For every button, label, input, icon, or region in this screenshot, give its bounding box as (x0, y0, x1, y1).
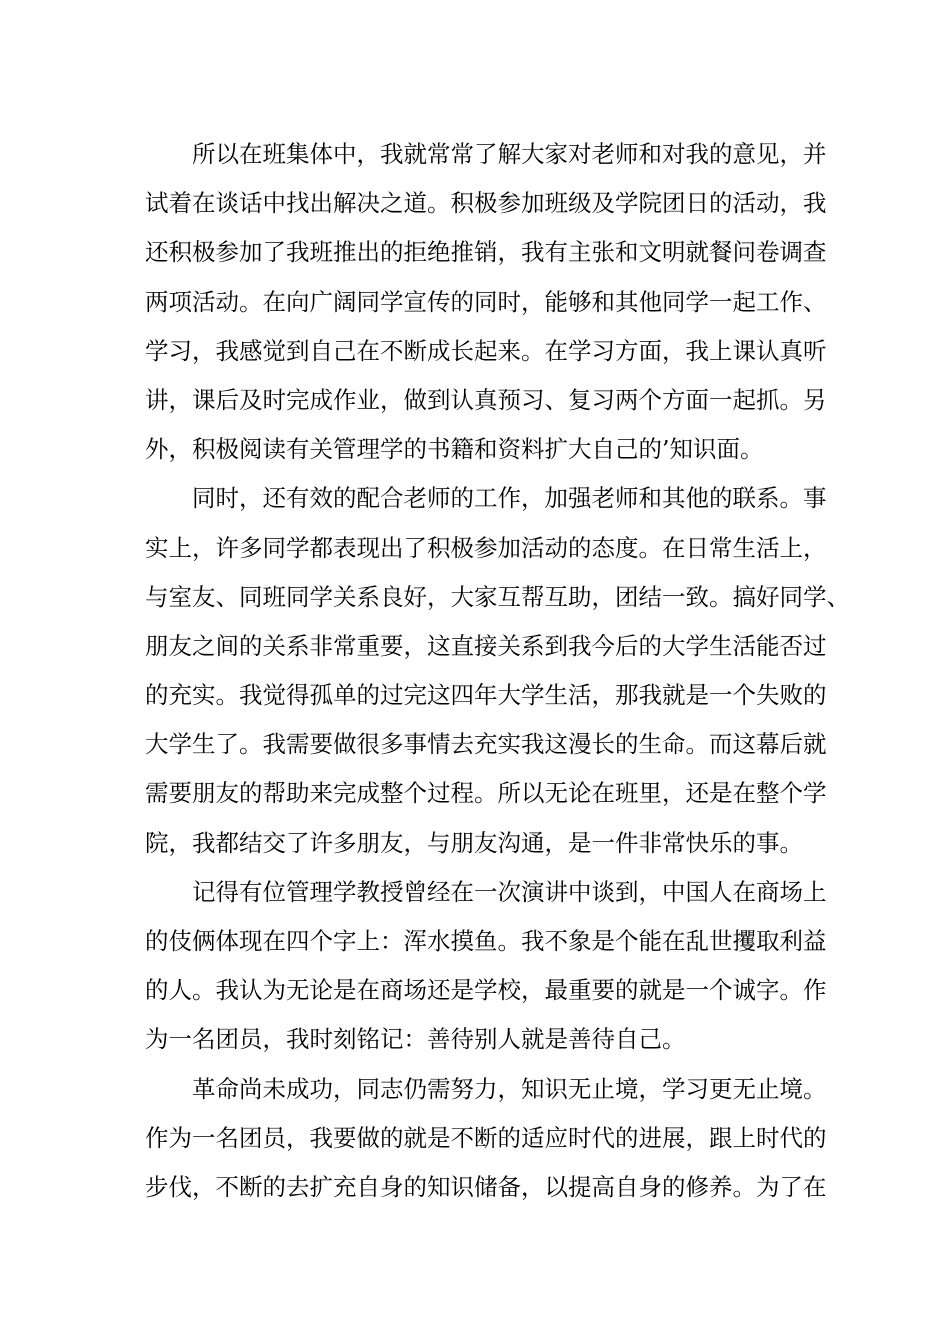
paragraph-line: 外，积极阅读有关管理学的书籍和资料扩大自己的’知识面。 (145, 435, 764, 464)
paragraph-line: 为一名团员，我时刻铭记：善待别人就是善待自己。 (145, 1025, 686, 1054)
paragraph-line: 的人。我认为无论是在商场还是学校，最重要的就是一个诚字。作 (145, 976, 827, 1005)
paragraph-line: 记得有位管理学教授曾经在一次演讲中谈到，中国人在商场上 (192, 877, 827, 906)
paragraph-line: 还积极参加了我班推出的拒绝推销，我有主张和文明就餐问卷调查 (145, 238, 827, 267)
paragraph-line: 与室友、同班同学关系良好，大家互帮互助，团结一致。搞好同学、 (145, 582, 850, 611)
document-body (145, 130, 850, 1212)
paragraph-line: 步伐，不断的去扩充自身的知识储备，以提高自身的修养。为了在 (145, 1172, 827, 1201)
paragraph-line: 试着在谈话中找出解决之道。积极参加班级及学院团日的活动，我 (145, 189, 827, 218)
paragraph-line: 两项活动。在向广阔同学宣传的同时，能够和其他同学一起工作、 (145, 287, 827, 316)
paragraph-line: 学习，我感觉到自己在不断成长起来。在学习方面，我上课认真听 (145, 336, 827, 365)
paragraph-line: 的充实。我觉得孤单的过完这四年大学生活，那我就是一个失败的 (145, 681, 827, 710)
paragraph-line: 大学生了。我需要做很多事情去充实我这漫长的生命。而这幕后就 (145, 730, 827, 759)
paragraph-line: 同时，还有效的配合老师的工作，加强老师和其他的联系。事 (192, 484, 827, 513)
paragraph-line: 所以在班集体中，我就常常了解大家对老师和对我的意见，并 (192, 140, 827, 168)
paragraph-line: 革命尚未成功，同志仍需努力，知识无止境，学习更无止境。 (192, 1074, 827, 1103)
paragraph-line: 的伎俩体现在四个字上：浑水摸鱼。我不象是个能在乱世攫取利益 (145, 927, 827, 955)
paragraph-line: 实上，许多同学都表现出了积极参加活动的态度。在日常生活上， (145, 533, 827, 562)
paragraph-line: 朋友之间的关系非常重要，这直接关系到我今后的大学生活能否过 (145, 631, 827, 660)
paragraph-line: 作为一名团员，我要做的就是不断的适应时代的进展，跟上时代的 (145, 1123, 827, 1152)
paragraph-line: 院，我都结交了许多朋友，与朋友沟通，是一件非常快乐的事。 (145, 828, 803, 857)
paragraph-line: 需要朋友的帮助来完成整个过程。所以无论在班里，还是在整个学 (145, 779, 827, 808)
paragraph-line: 讲，课后及时完成作业，做到认真预习、复习两个方面一起抓。另 (145, 385, 827, 414)
